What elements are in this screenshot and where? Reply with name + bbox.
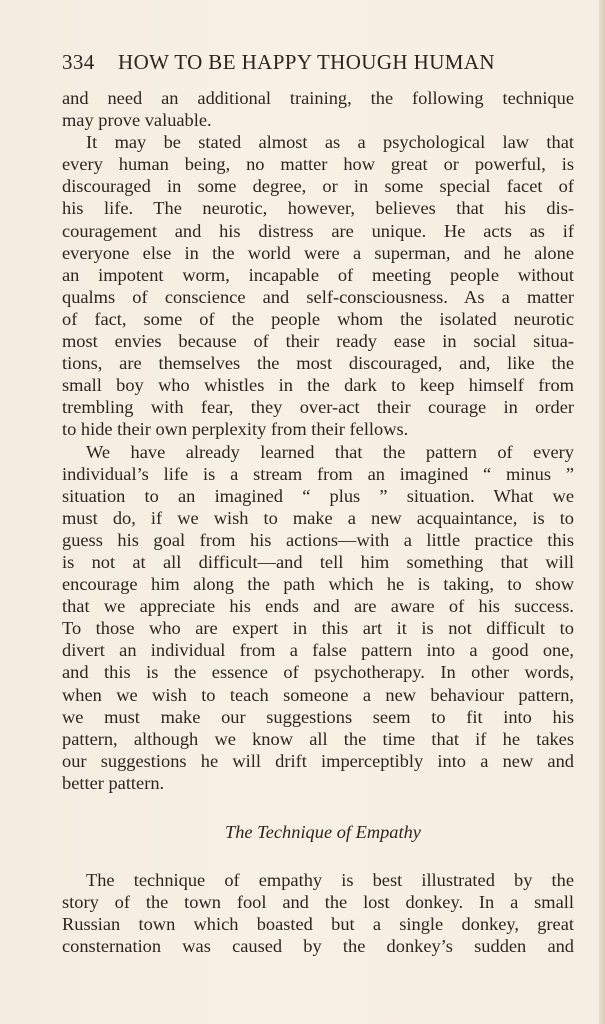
- text-line: that we appreciate his ends and are aware of his success.: [62, 596, 574, 617]
- page-edge: [599, 0, 605, 1024]
- text-line: qualms of conscience and self-consciousness. As a matter: [62, 286, 574, 307]
- text-line: encourage him along the path which he is taking, to show: [62, 574, 574, 595]
- text-line: our suggestions he will drift imperceptibly into a new and: [62, 750, 574, 771]
- text-line: consternation was caused by the donkey’s sudden and: [62, 936, 574, 957]
- text-line: and this is the essence of psychotherapy. In other words,: [62, 662, 574, 683]
- page-number: 334: [62, 50, 95, 74]
- body-text: [62, 87, 574, 957]
- text-line: situation to an imagined “ plus ” situation. What we: [62, 485, 574, 506]
- text-line: an impotent worm, incapable of meeting people without: [62, 264, 574, 285]
- text-line: and need an additional training, the following technique: [62, 88, 574, 108]
- text-line: trembling with fear, they over-act their courage in order: [62, 397, 574, 418]
- text-line: divert an individual from a false pattern into a good one,: [62, 640, 574, 661]
- text-line: tions, are themselves the most discouraged, and, like the: [62, 353, 574, 374]
- text-line: story of the town fool and the lost donkey. In a small: [62, 892, 574, 913]
- text-line: every human being, no matter how great or powerful, is: [62, 154, 574, 175]
- paragraph: [62, 441, 574, 795]
- text-line: It may be stated almost as a psychological law that: [86, 132, 574, 153]
- text-line: everyone else in the world were a superman, and he alone: [62, 242, 574, 263]
- text-line: may prove valuable.: [62, 110, 212, 131]
- text-line: guess his goal from his actions—with a little practice this: [62, 529, 574, 550]
- running-title: HOW TO BE HAPPY THOUGH HUMAN: [118, 50, 495, 74]
- paragraph: [62, 869, 574, 957]
- text-line: of fact, some of the people whom the isolated neurotic: [62, 308, 574, 329]
- text-line: We have already learned that the pattern of every: [86, 441, 574, 462]
- text-line: Russian town which boasted but a single donkey, great: [62, 914, 574, 935]
- text-line: pattern, although we know all the time that if he takes: [62, 728, 574, 749]
- text-line: when we wish to teach someone a new behaviour pattern,: [62, 684, 574, 705]
- paragraph: [62, 87, 574, 131]
- text-line: couragement and his distress are unique. He acts as if: [62, 220, 574, 241]
- text-line: To those who are expert in this art it is not difficult to: [62, 618, 574, 639]
- paragraph: [62, 131, 574, 440]
- text-line: to hide their own perplexity from their fellows.: [62, 419, 409, 440]
- text-line: most envies because of their ready ease in social situa-: [62, 331, 574, 352]
- section-heading: The Technique of Empathy: [225, 822, 421, 842]
- text-line: must do, if we wish to make a new acquaintance, is to: [62, 507, 574, 528]
- text-line: individual’s life is a stream from an imagined “ minus ”: [62, 463, 574, 484]
- text-line: The technique of empathy is best illustrated by the: [86, 870, 574, 890]
- text-line: better pattern.: [62, 772, 165, 793]
- running-header: [62, 50, 582, 80]
- text-line: is not at all difficult—and tell him something that will: [62, 551, 574, 572]
- text-line: discouraged in some degree, or in some special facet of: [62, 176, 574, 197]
- text-line: we must make our suggestions seem to fit into his: [62, 706, 574, 727]
- text-line: small boy who whistles in the dark to keep himself from: [62, 375, 574, 396]
- text-line: his life. The neurotic, however, believes that his dis-: [62, 198, 574, 219]
